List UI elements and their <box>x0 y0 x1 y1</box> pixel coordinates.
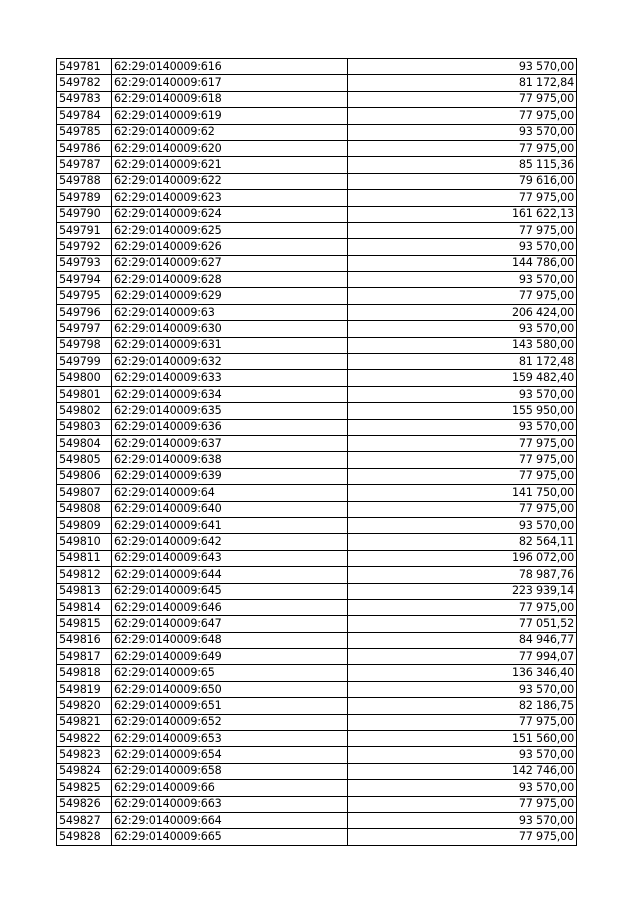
cadastral-number-cell: 62:29:0140009:624 <box>112 206 348 222</box>
cadastral-value-cell: 77 975,00 <box>348 108 577 124</box>
row-number-cell: 549792 <box>57 239 112 255</box>
row-number-cell: 549783 <box>57 91 112 107</box>
row-number-cell: 549791 <box>57 222 112 238</box>
table-row <box>57 747 577 763</box>
row-number-cell: 549782 <box>57 75 112 91</box>
cadastral-value-cell: 223 939,14 <box>348 583 577 599</box>
cadastral-number-cell: 62:29:0140009:658 <box>112 763 348 779</box>
row-number-cell: 549819 <box>57 681 112 697</box>
cadastral-number-cell: 62:29:0140009:636 <box>112 419 348 435</box>
table-row <box>57 616 577 632</box>
table-row <box>57 599 577 615</box>
cadastral-number-cell: 62:29:0140009:651 <box>112 698 348 714</box>
table-row <box>57 140 577 156</box>
cadastral-value-cell: 77 975,00 <box>348 501 577 517</box>
cadastral-number-cell: 62:29:0140009:622 <box>112 173 348 189</box>
cadastral-value-cell: 206 424,00 <box>348 304 577 320</box>
row-number-cell: 549784 <box>57 108 112 124</box>
cadastral-value-cell: 77 975,00 <box>348 714 577 730</box>
cadastral-value-table <box>56 58 577 846</box>
cadastral-number-cell: 62:29:0140009:635 <box>112 403 348 419</box>
table-row <box>57 583 577 599</box>
row-number-cell: 549781 <box>57 59 112 75</box>
cadastral-value-cell: 161 622,13 <box>348 206 577 222</box>
cadastral-number-cell: 62:29:0140009:663 <box>112 796 348 812</box>
table-body <box>57 59 577 846</box>
table-row <box>57 222 577 238</box>
row-number-cell: 549827 <box>57 812 112 828</box>
cadastral-value-cell: 196 072,00 <box>348 550 577 566</box>
cadastral-value-cell: 77 975,00 <box>348 222 577 238</box>
table-row <box>57 124 577 140</box>
cadastral-number-cell: 62:29:0140009:63 <box>112 304 348 320</box>
table-row <box>57 173 577 189</box>
cadastral-value-cell: 78 987,76 <box>348 567 577 583</box>
cadastral-value-cell: 77 975,00 <box>348 140 577 156</box>
row-number-cell: 549799 <box>57 354 112 370</box>
cadastral-value-cell: 143 580,00 <box>348 337 577 353</box>
row-number-cell: 549798 <box>57 337 112 353</box>
cadastral-number-cell: 62:29:0140009:644 <box>112 567 348 583</box>
cadastral-value-cell: 93 570,00 <box>348 59 577 75</box>
row-number-cell: 549813 <box>57 583 112 599</box>
cadastral-number-cell: 62:29:0140009:619 <box>112 108 348 124</box>
table-row <box>57 321 577 337</box>
cadastral-number-cell: 62:29:0140009:631 <box>112 337 348 353</box>
table-row <box>57 91 577 107</box>
cadastral-value-cell: 93 570,00 <box>348 747 577 763</box>
cadastral-value-cell: 81 172,84 <box>348 75 577 91</box>
row-number-cell: 549789 <box>57 190 112 206</box>
cadastral-value-cell: 93 570,00 <box>348 780 577 796</box>
cadastral-value-cell: 79 616,00 <box>348 173 577 189</box>
cadastral-value-cell: 141 750,00 <box>348 485 577 501</box>
table-row <box>57 812 577 828</box>
cadastral-number-cell: 62:29:0140009:643 <box>112 550 348 566</box>
cadastral-number-cell: 62:29:0140009:629 <box>112 288 348 304</box>
table-row <box>57 255 577 271</box>
table-row <box>57 75 577 91</box>
table-row <box>57 370 577 386</box>
cadastral-value-cell: 93 570,00 <box>348 124 577 140</box>
table-row <box>57 386 577 402</box>
cadastral-number-cell: 62:29:0140009:640 <box>112 501 348 517</box>
row-number-cell: 549788 <box>57 173 112 189</box>
row-number-cell: 549801 <box>57 386 112 402</box>
cadastral-number-cell: 62:29:0140009:621 <box>112 157 348 173</box>
cadastral-value-cell: 136 346,40 <box>348 665 577 681</box>
row-number-cell: 549825 <box>57 780 112 796</box>
cadastral-value-cell: 84 946,77 <box>348 632 577 648</box>
table-row <box>57 419 577 435</box>
table-row <box>57 337 577 353</box>
cadastral-value-cell: 151 560,00 <box>348 731 577 747</box>
cadastral-number-cell: 62:29:0140009:618 <box>112 91 348 107</box>
cadastral-value-cell: 77 975,00 <box>348 599 577 615</box>
cadastral-number-cell: 62:29:0140009:647 <box>112 616 348 632</box>
row-number-cell: 549822 <box>57 731 112 747</box>
cadastral-number-cell: 62:29:0140009:620 <box>112 140 348 156</box>
table-row <box>57 403 577 419</box>
table-row <box>57 435 577 451</box>
row-number-cell: 549793 <box>57 255 112 271</box>
row-number-cell: 549817 <box>57 649 112 665</box>
cadastral-number-cell: 62:29:0140009:628 <box>112 272 348 288</box>
cadastral-value-cell: 77 975,00 <box>348 796 577 812</box>
cadastral-value-cell: 77 975,00 <box>348 288 577 304</box>
cadastral-number-cell: 62:29:0140009:638 <box>112 452 348 468</box>
row-number-cell: 549806 <box>57 468 112 484</box>
table-row <box>57 550 577 566</box>
table-row <box>57 108 577 124</box>
table-row <box>57 59 577 75</box>
cadastral-number-cell: 62:29:0140009:623 <box>112 190 348 206</box>
cadastral-number-cell: 62:29:0140009:633 <box>112 370 348 386</box>
cadastral-value-cell: 77 975,00 <box>348 452 577 468</box>
table-row <box>57 567 577 583</box>
row-number-cell: 549818 <box>57 665 112 681</box>
table-row <box>57 517 577 533</box>
row-number-cell: 549797 <box>57 321 112 337</box>
table-row <box>57 763 577 779</box>
row-number-cell: 549809 <box>57 517 112 533</box>
cadastral-number-cell: 62:29:0140009:649 <box>112 649 348 665</box>
cadastral-value-cell: 142 746,00 <box>348 763 577 779</box>
row-number-cell: 549815 <box>57 616 112 632</box>
cadastral-number-cell: 62:29:0140009:66 <box>112 780 348 796</box>
table-row <box>57 632 577 648</box>
cadastral-number-cell: 62:29:0140009:632 <box>112 354 348 370</box>
cadastral-number-cell: 62:29:0140009:639 <box>112 468 348 484</box>
cadastral-number-cell: 62:29:0140009:626 <box>112 239 348 255</box>
cadastral-number-cell: 62:29:0140009:630 <box>112 321 348 337</box>
cadastral-value-cell: 81 172,48 <box>348 354 577 370</box>
cadastral-value-cell: 85 115,36 <box>348 157 577 173</box>
cadastral-value-cell: 93 570,00 <box>348 419 577 435</box>
cadastral-number-cell: 62:29:0140009:64 <box>112 485 348 501</box>
row-number-cell: 549787 <box>57 157 112 173</box>
cadastral-number-cell: 62:29:0140009:642 <box>112 534 348 550</box>
cadastral-value-cell: 77 051,52 <box>348 616 577 632</box>
cadastral-number-cell: 62:29:0140009:634 <box>112 386 348 402</box>
row-number-cell: 549814 <box>57 599 112 615</box>
row-number-cell: 549795 <box>57 288 112 304</box>
table-row <box>57 665 577 681</box>
cadastral-number-cell: 62:29:0140009:637 <box>112 435 348 451</box>
table-row <box>57 501 577 517</box>
table-row <box>57 452 577 468</box>
cadastral-value-cell: 77 975,00 <box>348 91 577 107</box>
cadastral-number-cell: 62:29:0140009:617 <box>112 75 348 91</box>
row-number-cell: 549826 <box>57 796 112 812</box>
cadastral-value-cell: 93 570,00 <box>348 272 577 288</box>
table-row <box>57 239 577 255</box>
cadastral-value-cell: 77 975,00 <box>348 435 577 451</box>
cadastral-number-cell: 62:29:0140009:648 <box>112 632 348 648</box>
table-row <box>57 731 577 747</box>
cadastral-value-cell: 93 570,00 <box>348 517 577 533</box>
row-number-cell: 549786 <box>57 140 112 156</box>
cadastral-value-cell: 93 570,00 <box>348 812 577 828</box>
cadastral-value-cell: 93 570,00 <box>348 386 577 402</box>
cadastral-number-cell: 62:29:0140009:645 <box>112 583 348 599</box>
table-row <box>57 354 577 370</box>
row-number-cell: 549805 <box>57 452 112 468</box>
table-row <box>57 157 577 173</box>
table-row <box>57 534 577 550</box>
cadastral-value-cell: 159 482,40 <box>348 370 577 386</box>
cadastral-number-cell: 62:29:0140009:664 <box>112 812 348 828</box>
table-row <box>57 272 577 288</box>
cadastral-value-cell: 82 186,75 <box>348 698 577 714</box>
row-number-cell: 549820 <box>57 698 112 714</box>
cadastral-number-cell: 62:29:0140009:653 <box>112 731 348 747</box>
row-number-cell: 549811 <box>57 550 112 566</box>
table-row <box>57 190 577 206</box>
cadastral-number-cell: 62:29:0140009:665 <box>112 829 348 845</box>
table-row <box>57 796 577 812</box>
table-row <box>57 304 577 320</box>
cadastral-number-cell: 62:29:0140009:654 <box>112 747 348 763</box>
table-row <box>57 829 577 845</box>
table-row <box>57 468 577 484</box>
table-row <box>57 780 577 796</box>
row-number-cell: 549808 <box>57 501 112 517</box>
table-row <box>57 649 577 665</box>
row-number-cell: 549824 <box>57 763 112 779</box>
table-row <box>57 681 577 697</box>
cadastral-number-cell: 62:29:0140009:65 <box>112 665 348 681</box>
cadastral-value-cell: 82 564,11 <box>348 534 577 550</box>
row-number-cell: 549785 <box>57 124 112 140</box>
cadastral-value-cell: 93 570,00 <box>348 681 577 697</box>
cadastral-number-cell: 62:29:0140009:646 <box>112 599 348 615</box>
cadastral-number-cell: 62:29:0140009:652 <box>112 714 348 730</box>
row-number-cell: 549796 <box>57 304 112 320</box>
row-number-cell: 549794 <box>57 272 112 288</box>
cadastral-value-cell: 93 570,00 <box>348 239 577 255</box>
row-number-cell: 549800 <box>57 370 112 386</box>
table-row <box>57 206 577 222</box>
cadastral-value-cell: 77 994,07 <box>348 649 577 665</box>
cadastral-number-cell: 62:29:0140009:62 <box>112 124 348 140</box>
row-number-cell: 549823 <box>57 747 112 763</box>
cadastral-number-cell: 62:29:0140009:650 <box>112 681 348 697</box>
table-row <box>57 698 577 714</box>
row-number-cell: 549816 <box>57 632 112 648</box>
cadastral-value-cell: 77 975,00 <box>348 190 577 206</box>
row-number-cell: 549828 <box>57 829 112 845</box>
row-number-cell: 549804 <box>57 435 112 451</box>
table-row <box>57 288 577 304</box>
cadastral-value-cell: 144 786,00 <box>348 255 577 271</box>
row-number-cell: 549807 <box>57 485 112 501</box>
table-row <box>57 714 577 730</box>
row-number-cell: 549821 <box>57 714 112 730</box>
row-number-cell: 549790 <box>57 206 112 222</box>
cadastral-number-cell: 62:29:0140009:616 <box>112 59 348 75</box>
cadastral-value-cell: 77 975,00 <box>348 829 577 845</box>
table-row <box>57 485 577 501</box>
cadastral-number-cell: 62:29:0140009:625 <box>112 222 348 238</box>
cadastral-number-cell: 62:29:0140009:627 <box>112 255 348 271</box>
row-number-cell: 549802 <box>57 403 112 419</box>
cadastral-value-cell: 155 950,00 <box>348 403 577 419</box>
cadastral-number-cell: 62:29:0140009:641 <box>112 517 348 533</box>
row-number-cell: 549803 <box>57 419 112 435</box>
row-number-cell: 549812 <box>57 567 112 583</box>
cadastral-value-cell: 93 570,00 <box>348 321 577 337</box>
cadastral-value-cell: 77 975,00 <box>348 468 577 484</box>
row-number-cell: 549810 <box>57 534 112 550</box>
